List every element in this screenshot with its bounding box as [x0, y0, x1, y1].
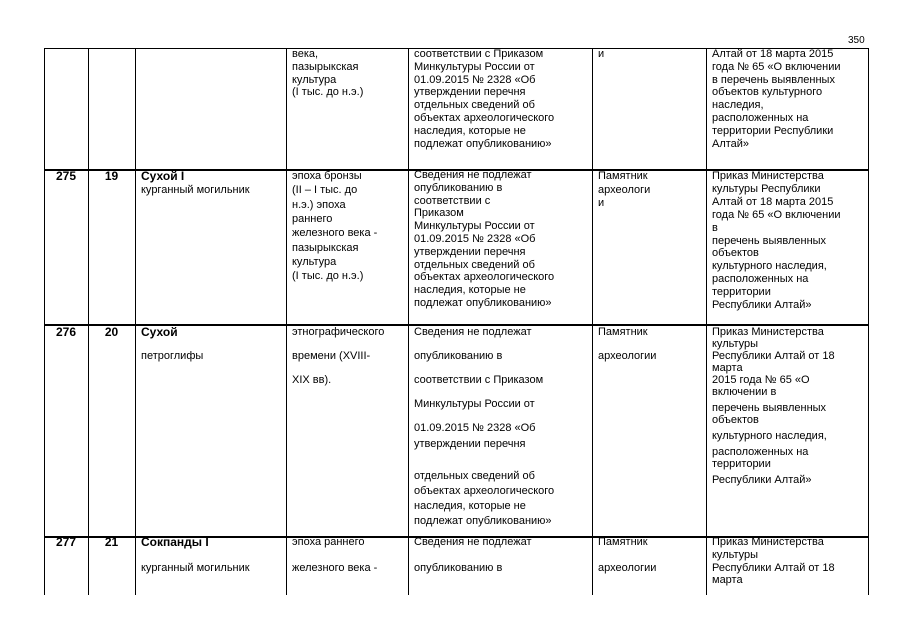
- cell-document: объектов культурного: [712, 86, 823, 99]
- cell-info: 01.09.2015 № 2328 «Об: [414, 233, 536, 245]
- cell-info: подлежат опубликованию»: [414, 137, 552, 150]
- cell-object-name: курганный могильник: [141, 562, 250, 574]
- cell-document: наследия,: [712, 99, 764, 112]
- cell-info: отдельных сведений об: [414, 470, 535, 482]
- cell-document: Приказ Министерства: [712, 170, 824, 182]
- cell-document: года № 65 «О включении: [712, 60, 841, 73]
- cell-period: эпоха бронзы: [292, 170, 362, 182]
- cell-info: отдельных сведений об: [414, 99, 535, 112]
- cell-index: 21: [104, 535, 119, 549]
- cell-document: объектов: [712, 247, 759, 260]
- cell-document: Приказ Министерства: [712, 536, 824, 548]
- cell-info: наследия, которые не: [414, 284, 526, 297]
- cell-object-name: петроглифы: [141, 350, 204, 362]
- cell-document: марта: [712, 362, 743, 374]
- cell-info: объектах археологического: [414, 112, 555, 124]
- cell-info: наследия, которые не: [414, 124, 526, 137]
- cell-period: XIX вв).: [292, 374, 332, 386]
- cell-document: Алтай от 18 марта 2015: [712, 195, 834, 208]
- cell-document: Республики Алтай»: [712, 299, 812, 311]
- cell-document: культуры: [712, 549, 759, 561]
- cell-document: в: [712, 221, 718, 234]
- cell-document: перечень выявленных: [712, 234, 827, 247]
- cell-period: (II – I тыс. до: [292, 184, 358, 197]
- cell-document: культуры: [712, 338, 759, 350]
- cell-info: утверждении перечня: [414, 438, 526, 450]
- cell-object-name: курганный могильник: [141, 184, 250, 196]
- cell-period: культура: [292, 255, 337, 268]
- cell-info: объектах археологического: [414, 485, 555, 497]
- cell-info: подлежат опубликованию»: [414, 297, 552, 309]
- cell-info: Минкультуры России от: [414, 60, 535, 73]
- column-border: [135, 48, 136, 595]
- cell-object-name: Сухой: [141, 325, 178, 339]
- column-border: [706, 48, 707, 595]
- cell-type: Памятник: [598, 326, 648, 338]
- column-border: [592, 48, 593, 595]
- cell-period: культура: [292, 73, 337, 86]
- cell-document: Приказ Министерства: [712, 326, 824, 338]
- cell-document: в перечень выявленных: [712, 73, 835, 86]
- cell-info: подлежат опубликованию»: [414, 515, 552, 527]
- cell-period: железного века -: [292, 227, 378, 240]
- cell-info: Минкультуры России от: [414, 398, 535, 410]
- cell-info: утверждении перечня: [414, 86, 526, 99]
- cell-period: времени (XVIII-: [292, 350, 371, 362]
- cell-document: расположенных на: [712, 273, 809, 286]
- cell-info: Приказом: [414, 207, 464, 220]
- cell-document: территории: [712, 286, 771, 299]
- cell-type: археологи: [598, 183, 651, 196]
- cell-object-name: Сухой I: [141, 169, 185, 183]
- cell-document: включении в: [712, 386, 777, 398]
- cell-document: Республики Алтай от 18: [712, 562, 835, 574]
- cell-info: опубликованию в: [414, 181, 503, 194]
- cell-period: эпоха раннего: [292, 536, 365, 548]
- cell-info: утверждении перечня: [414, 245, 526, 258]
- cell-document: Алтай»: [712, 137, 750, 150]
- cell-info: опубликованию в: [414, 350, 503, 362]
- cell-period: раннего: [292, 212, 333, 225]
- cell-period: пазырыкская: [292, 60, 359, 73]
- cell-document: Алтай от 18 марта 2015: [712, 48, 834, 60]
- cell-period: пазырыкская: [292, 241, 359, 254]
- cell-number: 277: [55, 535, 77, 549]
- cell-info: наследия, которые не: [414, 500, 526, 512]
- cell-document: расположенных на: [712, 446, 809, 458]
- cell-type: археологии: [598, 350, 657, 362]
- cell-info: объектах археологического: [414, 271, 555, 284]
- cell-document: Республики Алтай»: [712, 474, 812, 486]
- cell-info: 01.09.2015 № 2328 «Об: [414, 73, 536, 86]
- cell-index: 19: [104, 169, 119, 183]
- cell-document: культурного наследия,: [712, 260, 827, 273]
- cell-document: объектов: [712, 414, 759, 426]
- cell-object-name: Сокпанды I: [141, 535, 209, 549]
- cell-period: века,: [292, 48, 319, 60]
- cell-document: территории Республики: [712, 124, 834, 137]
- cell-info: соответствии с Приказом: [414, 48, 544, 60]
- cell-document: 2015 года № 65 «О: [712, 374, 810, 386]
- cell-document: Республики Алтай от 18: [712, 350, 835, 362]
- cell-info: Сведения не подлежат: [414, 536, 532, 548]
- cell-info: Минкультуры России от: [414, 220, 535, 233]
- cell-period: (I тыс. до н.э.): [292, 270, 364, 283]
- cell-info: 01.09.2015 № 2328 «Об: [414, 422, 536, 434]
- cell-type: археологии: [598, 562, 657, 574]
- cell-document: марта: [712, 574, 743, 586]
- cell-period: (I тыс. до н.э.): [292, 86, 364, 99]
- cell-type: Памятник: [598, 536, 648, 548]
- cell-number: 275: [55, 169, 77, 183]
- cell-period: этнографического: [292, 326, 385, 338]
- cell-info: опубликованию в: [414, 562, 503, 574]
- cell-period: н.э.) эпоха: [292, 198, 346, 211]
- cell-document: территории: [712, 458, 771, 470]
- column-border: [868, 48, 869, 595]
- column-border: [408, 48, 409, 595]
- column-border: [88, 48, 89, 595]
- cell-type: и: [598, 197, 605, 209]
- cell-type: Памятник: [598, 170, 648, 182]
- cell-info: соответствии с: [414, 194, 491, 207]
- cell-index: 20: [104, 325, 119, 339]
- cell-period: железного века -: [292, 562, 378, 574]
- cell-document: года № 65 «О включении: [712, 208, 841, 221]
- cell-document: культурного наследия,: [712, 430, 827, 442]
- column-border: [286, 48, 287, 595]
- cell-document: расположенных на: [712, 112, 809, 124]
- cell-info: отдельных сведений об: [414, 258, 535, 271]
- cell-info: Сведения не подлежат: [414, 326, 532, 338]
- cell-info: Сведения не подлежат: [414, 169, 532, 181]
- cell-document: культуры Республики: [712, 182, 821, 195]
- column-border: [44, 48, 45, 595]
- page-number: 350: [848, 35, 865, 46]
- cell-document: перечень выявленных: [712, 402, 827, 414]
- cell-info: соответствии с Приказом: [414, 374, 544, 386]
- cell-number: 276: [55, 325, 77, 339]
- cell-type: и: [598, 48, 605, 60]
